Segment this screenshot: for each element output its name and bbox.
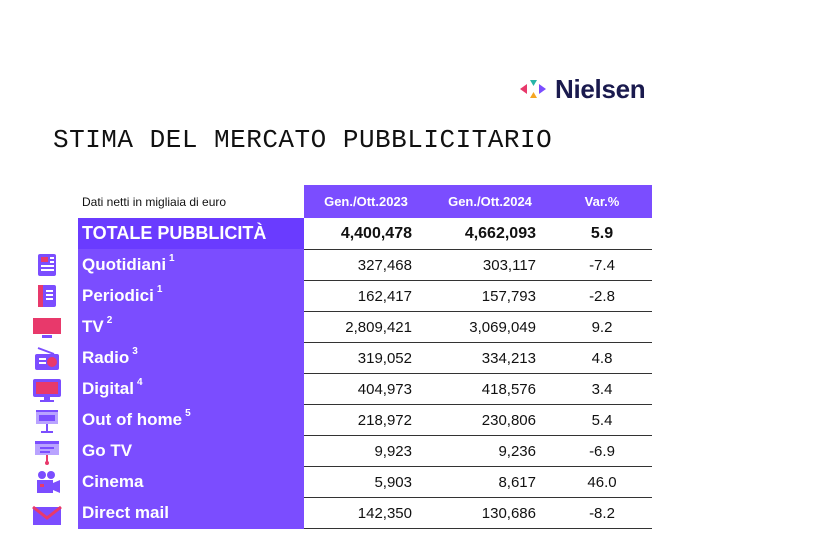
row-var: -6.9: [552, 436, 652, 467]
total-2024: 4,662,093: [428, 218, 552, 250]
table-header-row: [78, 185, 652, 218]
row-2023: 218,972: [304, 405, 428, 436]
row-2024: 418,576: [428, 374, 552, 405]
table-row: [78, 498, 652, 529]
row-label: [78, 467, 304, 498]
row-label: [78, 250, 304, 281]
row-var: 4.8: [552, 343, 652, 374]
tv-icon: [32, 314, 62, 340]
row-2023: 162,417: [304, 281, 428, 312]
radio-icon: [32, 346, 62, 372]
table-row: [78, 281, 652, 312]
row-2023: 5,903: [304, 467, 428, 498]
total-var: 5.9: [552, 218, 652, 250]
row-2023: 142,350: [304, 498, 428, 529]
row-2023: 404,973: [304, 374, 428, 405]
movie-camera-icon: [32, 470, 62, 496]
row-var: -7.4: [552, 250, 652, 281]
row-var: -8.2: [552, 498, 652, 529]
row-footnote: 4: [136, 377, 143, 389]
row-label: [78, 281, 304, 312]
row-var: 5.4: [552, 405, 652, 436]
row-label: [78, 436, 304, 467]
total-label: TOTALE PUBBLICITÀ: [78, 218, 304, 250]
table-row: [78, 250, 652, 281]
row-label-text: TV: [82, 317, 104, 336]
row-footnote: 3: [132, 346, 138, 358]
row-2024: 3,069,049: [428, 312, 552, 343]
screen-stand-icon: [32, 439, 62, 465]
magazine-icon: [32, 283, 62, 309]
nielsen-logo-icon: [518, 78, 548, 100]
page-title: STIMA DEL MERCATO PUBBLICITARIO: [53, 125, 553, 155]
table-row: [78, 467, 652, 498]
row-2023: 319,052: [304, 343, 428, 374]
table-row: [78, 436, 652, 467]
row-2024: 9,236: [428, 436, 552, 467]
row-label-text: Go TV: [82, 441, 133, 460]
monitor-icon: [32, 377, 62, 403]
nielsen-wordmark: Nielsen: [555, 73, 646, 104]
billboard-icon: [32, 408, 62, 434]
row-var: 46.0: [552, 467, 652, 498]
row-footnote: 2: [106, 315, 113, 327]
header-2023: Gen./Ott.2023: [304, 185, 428, 218]
row-2023: 2,809,421: [304, 312, 428, 343]
table-row: [78, 343, 652, 374]
table-row: [78, 405, 652, 436]
table-row: [78, 374, 652, 405]
header-var: Var.%: [552, 185, 652, 218]
newspaper-icon: [32, 252, 62, 278]
row-label-text: Digital: [82, 379, 134, 398]
row-footnote: 5: [185, 408, 191, 420]
header-2024: Gen./Ott.2024: [428, 185, 552, 218]
row-label: [78, 405, 304, 436]
row-label-text: Direct mail: [82, 503, 169, 522]
row-label-text: Cinema: [82, 472, 144, 491]
table-row: [78, 312, 652, 343]
row-2024: 334,213: [428, 343, 552, 374]
row-2024: 157,793: [428, 281, 552, 312]
row-label-text: Radio: [82, 348, 130, 367]
row-var: 3.4: [552, 374, 652, 405]
envelope-icon: [32, 502, 62, 528]
row-2024: 230,806: [428, 405, 552, 436]
row-label-text: Out of home: [82, 410, 183, 429]
market-table: [78, 185, 652, 529]
row-label: [78, 343, 304, 374]
units-note: Dati netti in migliaia di euro: [78, 185, 304, 218]
nielsen-logo: [518, 74, 645, 104]
row-label-text: Periodici: [82, 286, 154, 305]
row-footnote: 1: [156, 284, 163, 296]
row-label: [78, 374, 304, 405]
row-var: 9.2: [552, 312, 652, 343]
row-var: -2.8: [552, 281, 652, 312]
row-2024: 8,617: [428, 467, 552, 498]
row-label: [78, 498, 304, 529]
row-label: [78, 312, 304, 343]
total-2023: 4,400,478: [304, 218, 428, 250]
row-2023: 9,923: [304, 436, 428, 467]
row-2024: 130,686: [428, 498, 552, 529]
total-row: [78, 218, 652, 250]
row-footnote: 1: [169, 253, 175, 265]
row-label-text: Quotidiani: [82, 255, 167, 274]
row-2023: 327,468: [304, 250, 428, 281]
row-2024: 303,117: [428, 250, 552, 281]
